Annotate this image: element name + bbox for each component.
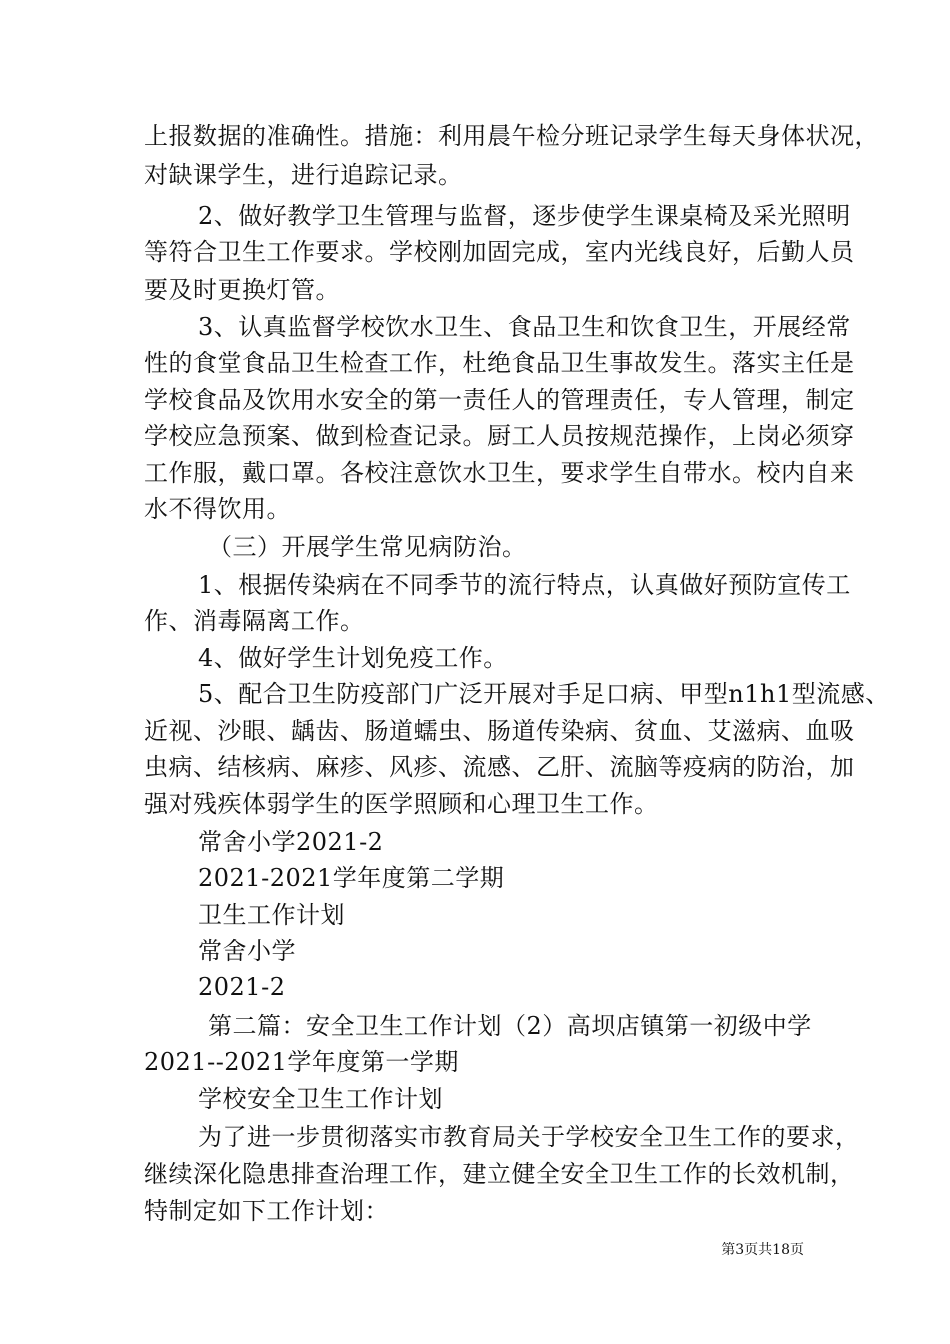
text-line: 等符合卫生工作要求。学校刚加固完成，室内光线良好，后勤人员: [144, 238, 855, 266]
text-line: 水不得饮用。: [144, 495, 291, 523]
text-line: 1、根据传染病在不同季节的流行特点，认真做好预防宣传工: [198, 571, 851, 599]
text-line: 常舍小学2021-2: [198, 828, 384, 856]
page-footer: [0, 1240, 950, 1260]
text-line: 2021-2021学年度第二学期: [198, 864, 505, 892]
text-line: 学校应急预案、做到检查记录。厨工人员按规范操作，上岗必须穿: [144, 422, 855, 450]
text-line: 常舍小学: [198, 937, 296, 965]
text-line: 5、配合卫生防疫部门广泛开展对手足口病、甲型n1h1型流感、: [198, 680, 890, 708]
text-line: 学校食品及饮用水安全的第一责任人的管理责任，专人管理，制定: [144, 386, 855, 414]
text-line: 上报数据的准确性。措施：利用晨午检分班记录学生每天身体状况，: [144, 122, 879, 150]
text-line: 2、做好教学卫生管理与监督，逐步使学生课桌椅及采光照明: [198, 202, 851, 230]
page-number: 第3页共18页: [721, 1242, 804, 1258]
text-line: 要及时更换灯管。: [144, 276, 340, 304]
text-line: 4、做好学生计划免疫工作。: [198, 644, 508, 672]
text-line: 2021-2: [198, 973, 286, 1001]
text-line: 作、消毒隔离工作。: [144, 607, 365, 635]
text-line: 工作服，戴口罩。各校注意饮水卫生，要求学生自带水。校内自来: [144, 459, 855, 487]
text-line: 性的食堂食品卫生检查工作，杜绝食品卫生事故发生。落实主任是: [144, 349, 855, 377]
text-line: 2021--2021学年度第一学期: [144, 1048, 459, 1076]
text-line: 卫生工作计划: [198, 901, 345, 929]
text-line: 强对残疾体弱学生的医学照顾和心理卫生工作。: [144, 790, 659, 818]
section-heading: 第二篇：安全卫生工作计划（2）高坝店镇第一初级中学: [208, 1012, 812, 1040]
text-line: 近视、沙眼、龋齿、肠道蠕虫、肠道传染病、贫血、艾滋病、血吸: [144, 717, 855, 745]
text-line: 特制定如下工作计划：: [144, 1197, 389, 1225]
text-line: 对缺课学生，进行追踪记录。: [144, 161, 463, 189]
text-line: 继续深化隐患排查治理工作，建立健全安全卫生工作的长效机制，: [144, 1160, 855, 1188]
text-line: 为了进一步贯彻落实市教育局关于学校安全卫生工作的要求，: [198, 1123, 860, 1151]
text-line: 3、认真监督学校饮水卫生、食品卫生和饮食卫生，开展经常: [198, 313, 851, 341]
text-line: 虫病、结核病、麻疹、风疹、流感、乙肝、流脑等疫病的防治，加: [144, 753, 855, 781]
section-heading: （三）开展学生常见病防治。: [208, 533, 527, 561]
text-line: 学校安全卫生工作计划: [198, 1085, 443, 1113]
